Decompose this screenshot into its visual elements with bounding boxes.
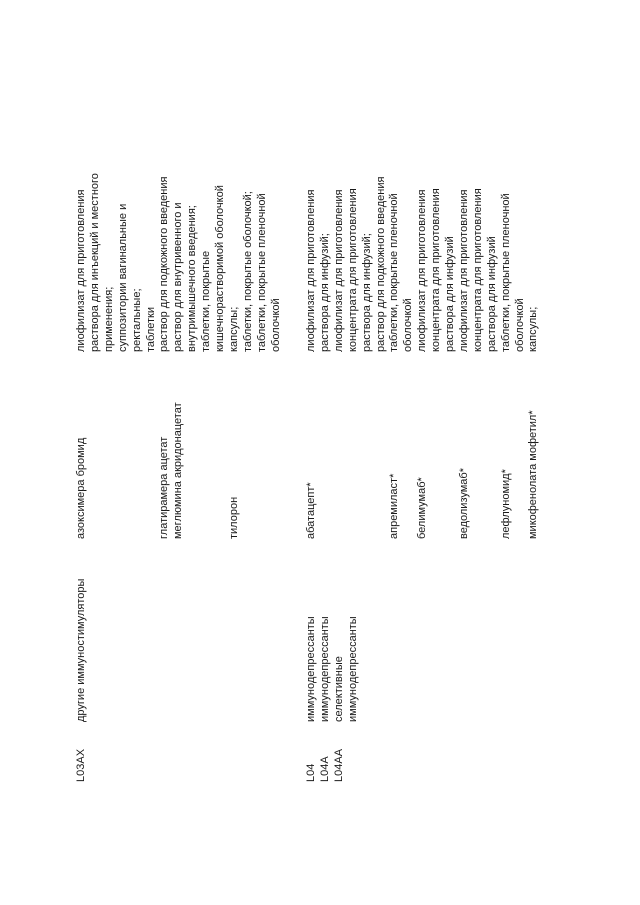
dosage-form-line: раствор для подкожного введения	[374, 176, 387, 352]
drug-name-line: апремиласт*	[388, 473, 401, 539]
atc-code-line: L04	[305, 763, 317, 782]
atc-code-line: L04AA	[332, 748, 345, 782]
drug-name	[172, 379, 186, 539]
drug-name	[158, 379, 172, 539]
atc-code	[305, 722, 347, 782]
dosage-form-line: лиофилизат для приготовления	[75, 189, 87, 352]
dosage-forms	[458, 102, 500, 352]
dosage-form-line: оболочкой	[513, 298, 526, 352]
drug-name-line: ведолизумаб*	[457, 467, 470, 539]
pharmacological-group	[75, 564, 89, 722]
group-line: иммунодепрессанты	[346, 616, 359, 722]
dosage-form-line: таблетки, покрытые оболочкой;	[241, 191, 254, 352]
dosage-form-line: концентрата для приготовления	[471, 188, 484, 352]
dosage-form-line: таблетки	[144, 306, 157, 352]
dosage-form-line: суппозитории вагинальные и	[116, 203, 129, 352]
drug-name-line: глатирамера ацетат	[158, 436, 171, 539]
dosage-forms	[416, 102, 458, 352]
drug-name	[305, 379, 319, 539]
drug-name-line: белимумаб*	[416, 477, 429, 539]
dosage-form-line: применения;	[102, 286, 115, 352]
dosage-form-line: оболочкой	[402, 298, 415, 352]
dosage-form-line: внутримышечного введения;	[186, 205, 199, 352]
group-line: иммунодепрессанты	[318, 616, 331, 722]
dosage-forms	[158, 102, 172, 352]
dosage-forms	[75, 102, 158, 352]
group-line: селективные	[332, 656, 345, 722]
atc-code	[75, 722, 89, 782]
drug-name	[500, 379, 514, 539]
dosage-form-line: раствор для внутривенного и	[172, 202, 185, 352]
dosage-form-line: лиофилизат для приготовления	[416, 189, 429, 352]
dosage-form-line: лиофилизат для приготовления	[305, 189, 317, 352]
dosage-forms	[388, 102, 416, 352]
dosage-form-line: раствора для инфузий;	[360, 233, 373, 352]
dosage-form-line: раствора для инфузий	[444, 236, 456, 352]
dosage-forms	[172, 102, 228, 352]
dosage-form-line: раствора для инфузий	[485, 236, 498, 352]
dosage-form-line: кишечнорастворимой оболочкой	[214, 185, 227, 352]
drug-name	[228, 379, 242, 539]
drug-name	[416, 379, 430, 539]
dosage-form-line: ректальные;	[130, 288, 143, 352]
drug-name	[458, 379, 472, 539]
pharmacological-group	[305, 564, 361, 722]
dosage-form-line: капсулы;	[227, 306, 240, 352]
group-line: иммунодепрессанты	[305, 616, 317, 722]
dosage-form-line: раствора для инъекций и местного	[88, 173, 101, 352]
dosage-forms	[228, 102, 284, 352]
dosage-form-line: раствор для подкожного введения	[158, 176, 171, 352]
drug-name-line: азоксимера бромид	[75, 437, 87, 539]
rotated-table	[75, 102, 595, 782]
dosage-form-line: раствора для инфузий;	[318, 233, 331, 352]
dosage-form-line: лиофилизат для приготовления	[332, 189, 345, 352]
drug-name-line: тилорон	[227, 496, 240, 539]
drug-name-line: меглюмина акридонацетат	[172, 402, 185, 539]
dosage-forms	[305, 102, 388, 352]
dosage-form-line: таблетки, покрытые пленочной	[255, 193, 268, 352]
dosage-form-line: таблетки, покрытые пленочной	[499, 193, 512, 352]
drug-name	[388, 379, 402, 539]
dosage-form-line: таблетки, покрытые	[200, 250, 213, 352]
dosage-form-line: лиофилизат для приготовления	[457, 189, 470, 352]
drug-name-line: абатацепт*	[305, 482, 317, 539]
drug-name-line: лефлуномид*	[499, 469, 512, 539]
dosage-form-line: концентрата для приготовления	[346, 188, 359, 352]
atc-code-line: L03AX	[75, 748, 87, 782]
drug-name-line: микофенолата мофетил*	[527, 410, 540, 539]
dosage-forms	[500, 102, 528, 352]
drug-name	[527, 379, 541, 539]
dosage-form-line: капсулы;	[527, 306, 540, 352]
drug-name	[75, 379, 89, 539]
atc-code-line: L04A	[318, 756, 331, 782]
dosage-form-line: таблетки, покрытые пленочной	[388, 193, 401, 352]
dosage-form-line: концентрата для приготовления	[430, 188, 443, 352]
dosage-form-line: оболочкой	[269, 298, 282, 352]
dosage-forms	[527, 102, 541, 352]
group-line: другие иммуностимуляторы	[75, 578, 87, 722]
